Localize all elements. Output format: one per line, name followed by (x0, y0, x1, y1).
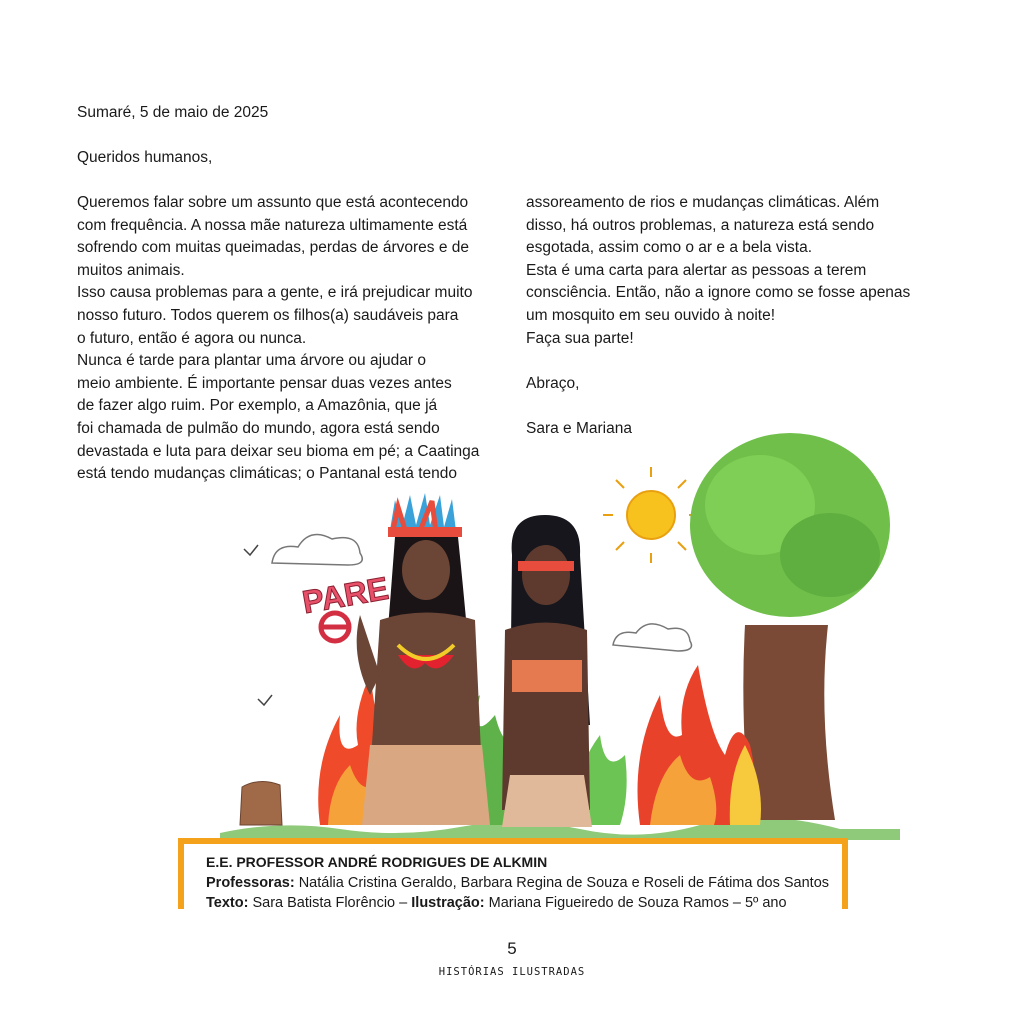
bird-icon (244, 545, 258, 555)
children-drawing-illustration (220, 415, 900, 840)
letter-line: está tendo mudanças climáticas; o Pantanal está tendo (77, 465, 457, 483)
letter-line: de fazer algo ruim. Por exemplo, a Amazônia, que já (77, 397, 438, 415)
credits-box (178, 838, 848, 909)
letter-line: foi chamada de pulmão do mundo, agora está sendo (77, 419, 440, 437)
illustrator-name: Mariana Figueiredo de Souza Ramos (488, 895, 729, 911)
teachers-names: Natália Cristina Geraldo, Barbara Regina de Souza e Roseli de Fátima dos Santos (298, 874, 830, 891)
pare-sign-text: PARE (299, 569, 392, 621)
letter-line: Esta é uma carta para alertar as pessoas a terem (526, 261, 867, 279)
letter-line: assoreamento de rios e mudanças climáticas. Além (526, 194, 880, 211)
letter-line: o futuro, então é agora ou nunca. (77, 329, 307, 347)
grade: 5º ano (744, 895, 787, 911)
sun-icon (603, 467, 699, 563)
separator: – (399, 895, 408, 911)
indigenous-figure-right (502, 515, 592, 827)
text-label: Texto: (206, 895, 249, 911)
cloud-icon (272, 535, 362, 566)
letter-line: muitos animais. (77, 261, 185, 279)
letter-date: Sumaré, 5 de maio de 2025 (77, 104, 269, 121)
separator: – (732, 895, 741, 911)
text-author: Sara Batista Florêncio (252, 895, 396, 911)
letter-signature: Sara e Mariana (526, 419, 632, 437)
letter-line: Queremos falar sobre um assunto que está acontecendo (77, 194, 469, 211)
letter-line: consciência. Então, não a ignore como se fosse apenas (526, 284, 911, 302)
letter-greeting: Queridos humanos, (77, 149, 213, 166)
letter-line: sofrendo com muitas queimadas, perdas de árvores e de (77, 239, 470, 257)
letter-line: esgotada, assim como o ar e a bela vista. (526, 239, 813, 257)
stump-icon (240, 781, 282, 825)
letter-line: nosso futuro. Todos querem os filhos(a) saudáveis para (77, 306, 459, 324)
cloud-icon (613, 624, 692, 651)
letter-line: Faça sua parte! (526, 329, 634, 347)
pare-sign (300, 570, 391, 641)
bird-icon (258, 695, 272, 705)
letter-line: meio ambiente. É importante pensar duas vezes antes (77, 374, 452, 392)
letter-line: um mosquito em seu ouvido à noite! (526, 306, 775, 324)
letter-line: Nunca é tarde para plantar uma árvore ou ajudar o (77, 352, 426, 370)
letter-closing: Abraço, (526, 374, 580, 392)
authors-credit (206, 893, 842, 914)
letter-line: disso, há outros problemas, a natureza está sendo (526, 216, 875, 234)
page-number: 5 (507, 939, 517, 958)
letter-line: devastada e luta para deixar seu bioma em pé; a Caatinga (77, 442, 480, 460)
teachers-credit (206, 873, 842, 894)
letter-line: Isso causa problemas para a gente, e irá prejudicar muito (77, 284, 473, 302)
footer-book-title: HISTÓRIAS ILUSTRADAS (438, 966, 586, 978)
indigenous-figure-left (357, 493, 490, 825)
letter-column-right (526, 192, 946, 441)
illustration-label: Ilustração: (411, 895, 485, 911)
letter-line: com frequência. A nossa mãe natureza ultimamente está (77, 216, 468, 234)
fire-icon (638, 665, 762, 825)
teachers-label: Professoras: (206, 874, 295, 891)
school-name: E.E. PROFESSOR ANDRÉ RODRIGUES DE ALKMIN (206, 854, 548, 870)
